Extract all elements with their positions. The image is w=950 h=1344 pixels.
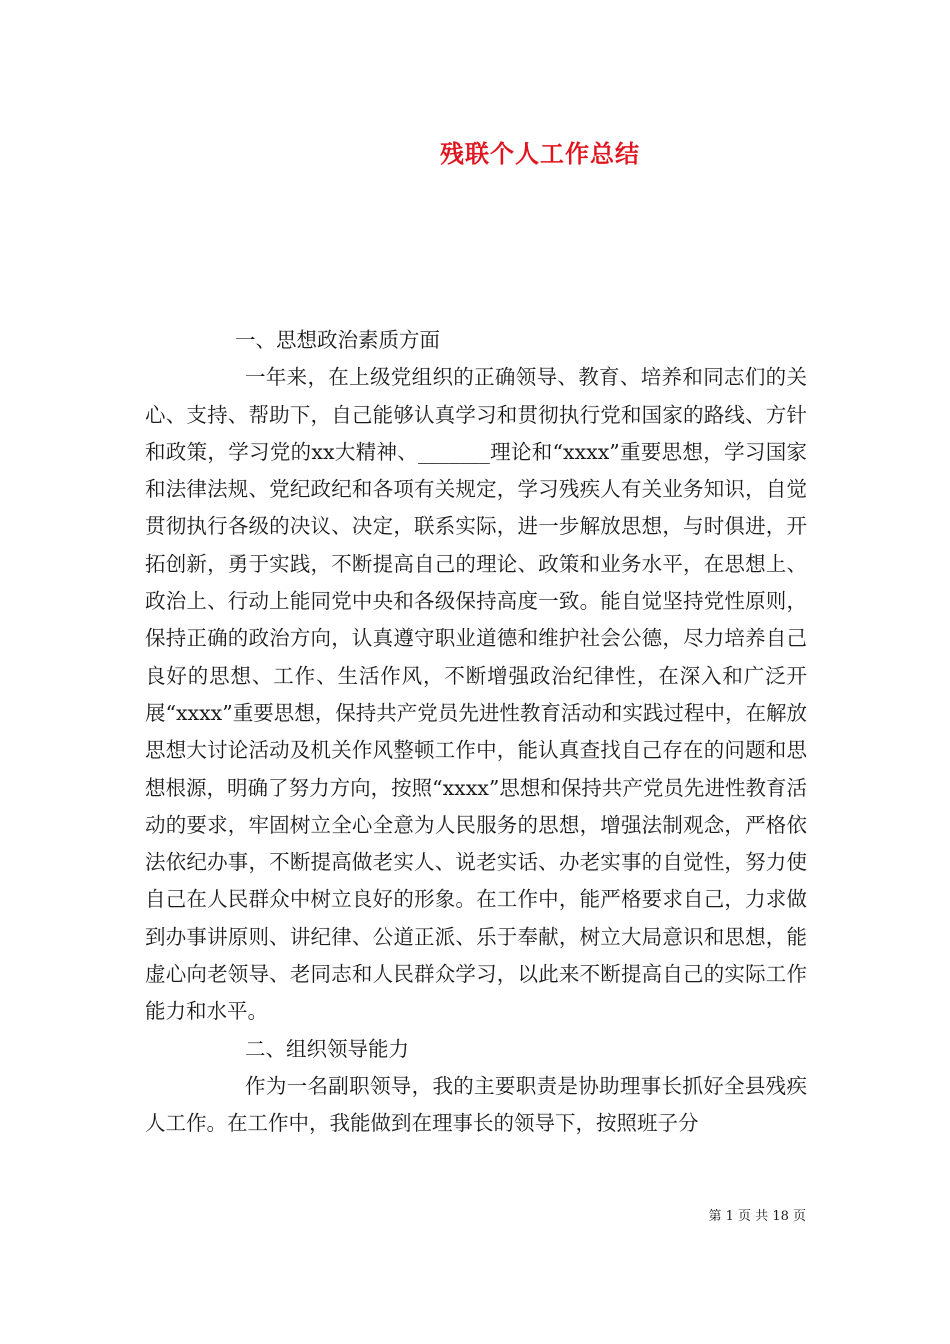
section-paragraph-1: 一年来，在上级党组织的正确领导、教育、培养和同志们的关心、支持、帮助下，自己能够认真学习和贯彻执行党和国家的路线、方针和政策，学习党的xx大精神、_______理论和“xxxx”重要思想，学习国家和法律法规、党纪政纪和各项有关规定，学习残疾人有关业务知识，自觉贯彻执行各级的决议、决定，联系实际，进一步解放思想，与时俱进，开拓创新，勇于实践，不断提高自己的理论、政策和业务水平，在思想上、政治上、行动上能同党中央和各级保持高度一致。能自觉坚持党性原则，保持正确的政治方向，认真遵守职业道德和维护社会公德，尽力培养自己良好的思想、工作、生活作风，不断增强政治纪律性，在深入和广泛开展“xxxx”重要思想，保持共产党员先进性教育活动和实践过程中，在解放思想大讨论活动及机关作风整顿工作中，能认真查找自己存在的问题和思想根源，明确了努力方向，按照“xxxx”思想和保持共产党员先进性教育活动的要求，牢固树立全心全意为人民服务的思想，增强法制观念，严格依法依纪办事，不断提高做老实人、说老实话、办老实事的自觉性，努力使自己在人民群众中树立良好的形象。在工作中，能严格要求自己，力求做到办事讲原则、讲纪律、公道正派、乐于奉献，树立大局意识和思想，能虚心向老领导、老同志和人民群众学习，以此来不断提高自己的实际工作能力和水平。 (145, 365, 807, 1024)
document-body (145, 322, 807, 1143)
section-paragraph-2: 作为一名副职领导，我的主要职责是协助理事长抓好全县残疾人工作。在工作中，我能做到在理事长的领导下，按照班子分 (145, 1073, 807, 1136)
document-title: 残联个人工作总结 (440, 139, 640, 168)
page-number-footer: 第 1 页 共 18 页 (708, 1209, 806, 1224)
section-heading-1: 一、思想政治素质方面 (235, 328, 440, 352)
section-heading-2: 二、组织领导能力 (245, 1036, 409, 1061)
